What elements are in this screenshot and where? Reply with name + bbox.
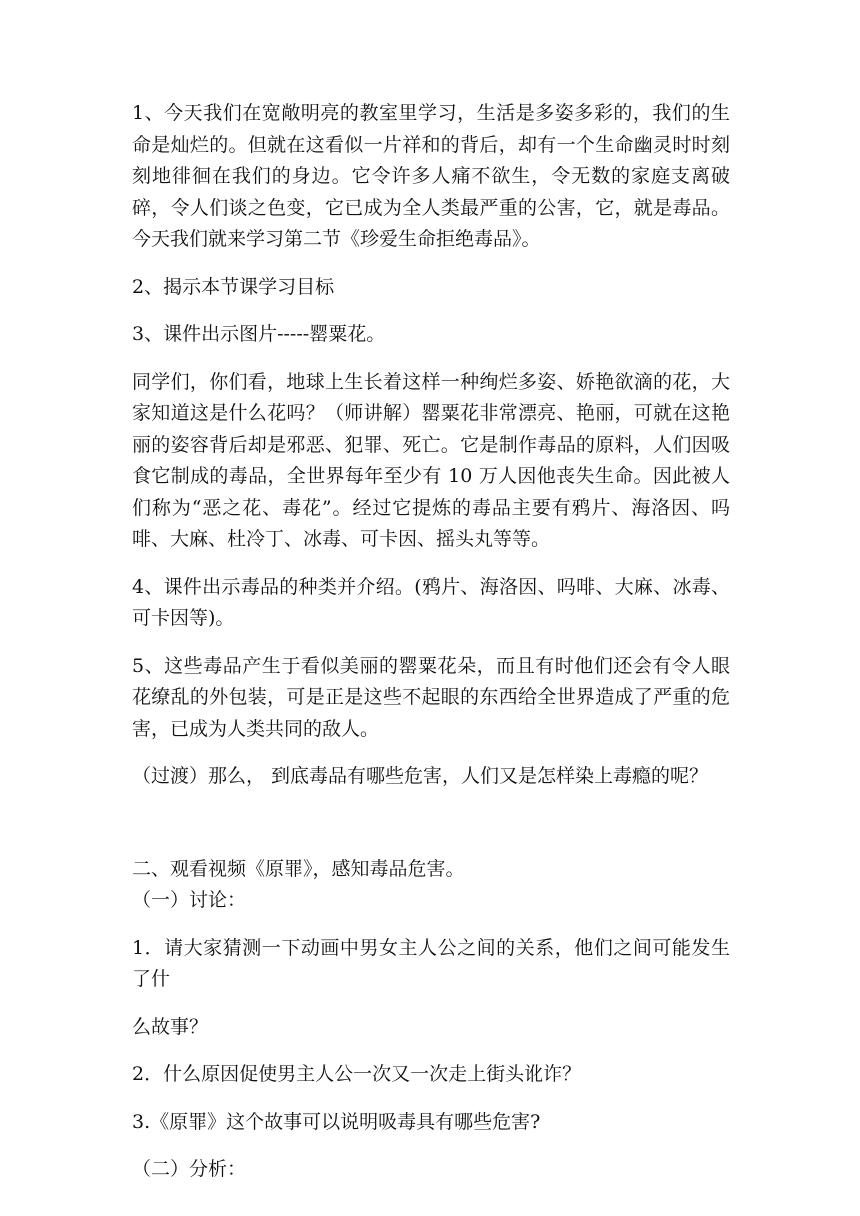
paragraph-drug-harm: 5、这些毒品产生于看似美丽的罂粟花朵，而且有时他们还会有令人眼花缭乱的外包装，可是正是这些不起眼的东西给全世界造成了严重的危害，已成为人类共同的敌人。: [132, 654, 730, 740]
question-3: 3.《原罪》这个故事可以说明吸毒具有哪些危害?: [132, 1110, 541, 1133]
document-page: [132, 98, 730, 1202]
paragraph-intro: 1、今天我们在宽敞明亮的教室里学习，生活是多姿多彩的，我们的生命是灿烂的。但就在这看似一片祥和的背后，却有一个生命幽灵时时刻刻地徘徊在我们的身边。它令许多人痛不欲生，令无数的家庭支离破碎，令人们谈之色变，它已成为全人类最严重的公害，它，就是毒品。今天我们就来学习第二节《珍爱生命拒绝毒品》。: [132, 102, 730, 250]
paragraph-transition: （过渡）那么， 到底毒品有哪些危害，人们又是怎样染上毒瘾的呢？: [132, 765, 709, 787]
question-1-continued: 么故事？: [132, 1015, 209, 1038]
question-2: 2．什么原因促使男主人公一次又一次走上街头讹诈？: [132, 1063, 582, 1085]
section-heading-video: 二、观看视频《原罪》，感知毒品危害。: [132, 857, 465, 880]
question-1: 1．请大家猜测一下动画中男女主人公之间的关系，他们之间可能发生了什: [132, 936, 730, 990]
paragraph-drug-types: 4、课件出示毒品的种类并介绍。(鸦片、海洛因、吗啡、大麻、冰毒、可卡因等)。: [132, 575, 730, 629]
paragraph-poppy-image: 3、课件出示图片-----罂粟花。: [132, 323, 386, 345]
subheading-discussion: （一）讨论：: [132, 889, 247, 911]
subheading-analysis: （二）分析：: [132, 1158, 247, 1180]
paragraph-poppy-explanation: 同学们，你们看，地球上生长着这样一种绚烂多姿、娇艳欲滴的花，大家知道这是什么花吗？（师讲解）罂粟花非常漂亮、艳丽，可就在这艳丽的姿容背后却是邪恶、犯罪、死亡。它是制作毒品的原料，人们因吸食它制成的毒品，全世界每年至少有 10 万人因他丧失生命。因此被人们称为“恶之花、毒花”。经过它提炼的毒品主要有鸦片、海洛因、吗啡、大麻、杜冷丁、冰毒、可卡因、摇头丸等等。: [132, 370, 730, 550]
paragraph-learning-goals: 2、揭示本节课学习目标: [132, 275, 335, 298]
